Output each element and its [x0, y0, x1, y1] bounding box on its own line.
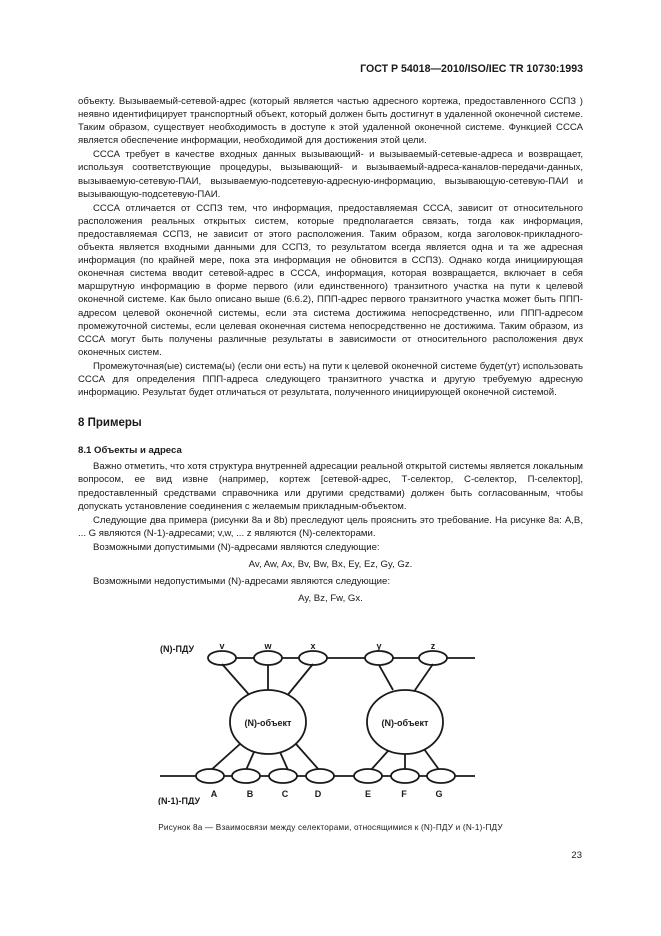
- entity-label-right: (N)-объект: [381, 718, 429, 728]
- paragraph-6: Следующие два примера (рисунки 8а и 8b) преследуют цель прояснить это требование. На рисунке 8а: А,В, ... G являются (N-1)-адресами; v,w, ... z являются (N)-селекторами.: [78, 514, 583, 539]
- entity-label-left: (N)-объект: [244, 718, 292, 728]
- paragraph-4: Промежуточная(ые) система(ы) (если они есть) на пути к целевой оконечной системе будет(ут) использовать СССА для определения ППП-адреса следующего транзитного участка и другую требуемую адресную информацию. Результат будет отличаться от результата, полученного инициирующей оконечной системой.: [78, 360, 583, 399]
- selector-ellipse-z: [419, 651, 447, 665]
- valid-addresses: Av, Aw, Ax, Bv, Bw, Bx, Ey, Ez, Gy, Gz.: [248, 559, 413, 570]
- address-ellipse-a: [196, 769, 224, 783]
- selector-diagram: [150, 640, 480, 805]
- paragraph-5: Важно отметить, что хотя структура внутренней адресации реальной открытой системы является локальным вопросом, ее вид извне (например, кортеж [сетевой-адрес, Т-селектор, С-селектор, П-селектор], предоставленный средствами справочника или другими средствами) должен быть согласованным, чтобы допускать установление соединения с желаемым прикладным-объектом.: [78, 461, 583, 512]
- selector-ellipse-x: [299, 651, 327, 665]
- selector-label-v: v: [219, 641, 225, 651]
- address-label-f: F: [401, 789, 407, 799]
- address-label-c: C: [281, 789, 289, 799]
- selector-ellipse-y: [365, 651, 393, 665]
- address-ellipse-e: [354, 769, 382, 783]
- subsection-title: 8.1 Объекты и адреса: [78, 445, 182, 457]
- address-label-g: G: [435, 789, 443, 799]
- address-label-e: E: [364, 789, 372, 799]
- address-label-a: A: [210, 789, 218, 799]
- paragraph-3: СССА отличается от ССПЗ тем, что информация, предоставляемая СССА, зависит от относительного расположения реальных открытых систем, которые предполагается связать, тогда как информация, предоставляемая ССПЗ, не зависит от этого расположения. Таким образом, когда заголовок-прикладного-объекта является входными данными для ССПЗ, то результатом всегда является одна и та же адресная информация (по крайней мере, пока эта информация не обновится в ССПЗ). Однако когда инициирующая оконечная система вводит сетевой-адрес в СССА, информация, которая возвращается, включает в себя маршрутную информацию в форме первого (или единственного) транзитного участка на пути к целевой оконечной системе. Как было описано выше (6.6.2), ППП-адрес первого транзитного участка может быть ППП-адресом целевой оконечной системы, если эта система достижима непосредственно, или ППП-адресом промежуточной системы, если целевая оконечная система непосредственно не достижима. Таким образом, из СССА могут быть получены различные результаты в зависимости от относительного расположения двух оконечных систем.: [78, 202, 583, 358]
- paragraph-2: СССА требует в качестве входных данных вызывающий- и вызываемый-сетевые-адреса и возвращает, используя соответствующие процедуры, вызывающий- и вызываемый-адреса-каналов-передачи-данных, вызываемую-сетевую-ПАИ, вызываемую-подсетевую-адресную-информацию, вызывающую-сетевую-ПАИ и вызывающую-подсетевую-ПАИ.: [78, 149, 583, 200]
- figure-8a: [150, 640, 480, 805]
- address-ellipse-c: [269, 769, 297, 783]
- address-label-d: D: [314, 789, 322, 799]
- address-ellipse-b: [232, 769, 260, 783]
- invalid-addresses: Ay, Bz, Fw, Gx.: [298, 593, 363, 605]
- invalid-intro: Возможными недопустимыми (N)-адресами являются следующие:: [93, 576, 391, 588]
- figure-caption: Рисунок 8а — Взаимосвязи между селекторами, относящимися к (N)-ПДУ и (N-1)-ПДУ: [158, 823, 503, 832]
- selector-ellipse-v: [208, 651, 236, 665]
- body-text: [78, 95, 583, 609]
- address-ellipse-f: [391, 769, 419, 783]
- paragraph-7: Возможными допустимыми (N)-адресами являются следующие:: [93, 541, 380, 553]
- n-1-pdu-label: (N-1)-ПДУ: [158, 796, 201, 805]
- document-header: ГОСТ Р 54018—2010/ISO/IEC TR 10730:1993: [360, 63, 583, 75]
- address-ellipse-g: [427, 769, 455, 783]
- paragraph-1: объекту. Вызываемый-сетевой-адрес (который является частью адресного кортежа, предоставленного ССПЗ ) неявно идентифицирует транспортный объект, который должен быть достигнут в удаленной оконечной системе. Таким образом, существует необходимость в доступе к этой удаленной оконечной системе. Функцией СССА является обеспечение информации, необходимой для достижения этой цели.: [78, 96, 583, 147]
- page-number: 23: [571, 850, 582, 861]
- selector-ellipse-w: [254, 651, 282, 665]
- n-pdu-label: (N)-ПДУ: [160, 644, 195, 654]
- selector-label-y: y: [376, 641, 382, 651]
- section-title: 8 Примеры: [78, 417, 142, 430]
- selector-label-x: x: [310, 641, 316, 651]
- selector-label-w: w: [264, 641, 272, 651]
- address-label-b: B: [246, 789, 254, 799]
- selector-label-z: z: [430, 641, 436, 651]
- address-ellipse-d: [306, 769, 334, 783]
